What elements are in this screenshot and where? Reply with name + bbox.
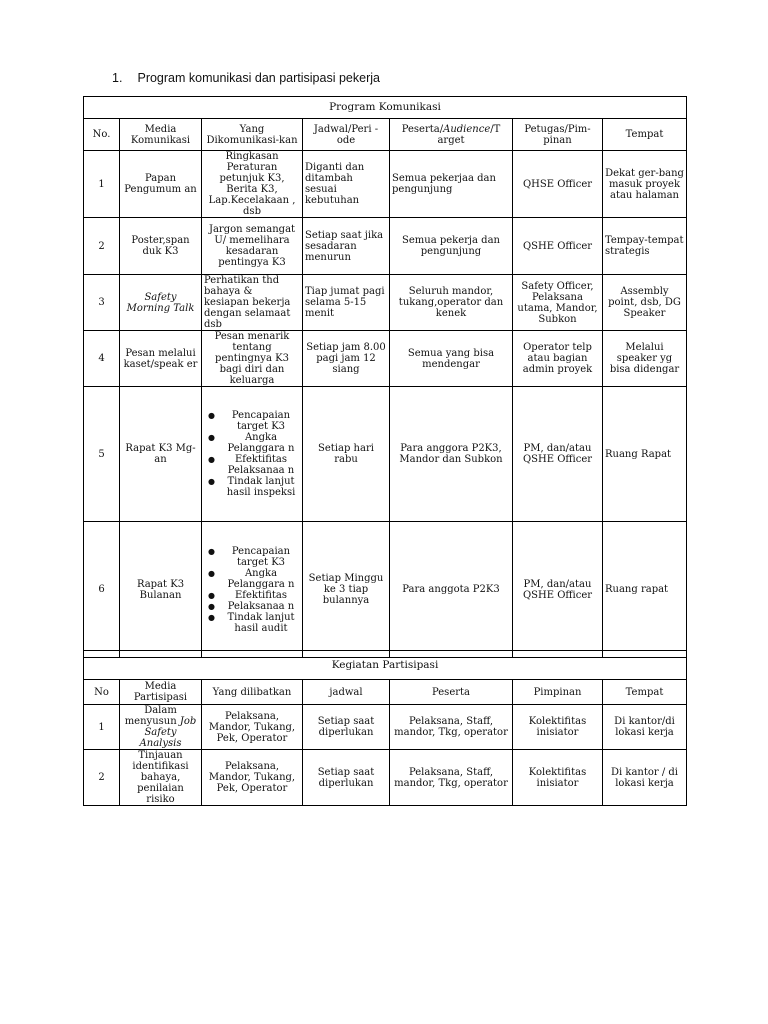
table-row: [84, 705, 687, 750]
header-tempat: Tempat: [603, 680, 687, 705]
row-no: 1: [84, 705, 120, 750]
table-row: [84, 331, 687, 387]
row-yang: Ringkasan Peraturan petunjuk K3, Berita K3, Lap.Kecelakaan , dsb: [202, 151, 303, 218]
row-media: Rapat K3 Mg-an: [120, 387, 202, 522]
row-yang: Jargon semangat U/ memelihara kesadaran pentingya K3: [202, 218, 303, 275]
row-tempat: Assembly point, dsb, DG Speaker: [603, 275, 687, 331]
row-yang: Pesan menarik tentang pentingnya K3 bagi diri dan keluarga: [202, 331, 303, 387]
row-peserta: Semua pekerja dan pengunjung: [390, 218, 513, 275]
row-peserta: Para anggota P2K3: [390, 522, 513, 658]
section-number: 1.: [112, 71, 123, 85]
row-pimpinan: Kolektifitas inisiator: [513, 705, 603, 750]
row-media: Papan Pengumum an: [120, 151, 202, 218]
row-peserta: Semua yang bisa mendengar: [390, 331, 513, 387]
table-header-row: [84, 119, 687, 151]
row-petugas: PM, dan/atau QSHE Officer: [513, 387, 603, 522]
row-media: Dalam menyusun Job Safety Analysis: [120, 705, 202, 750]
section-heading: [112, 71, 380, 85]
header-no: No: [84, 680, 120, 705]
list-item: ● Pelaksanaa n: [208, 601, 300, 612]
row-peserta: Pelaksana, Staff, mandor, Tkg, operator: [390, 705, 513, 750]
row-petugas: PM, dan/atau QSHE Officer: [513, 522, 603, 658]
header-media: Media Partisipasi: [120, 680, 202, 705]
row-tempat: Di kantor/di lokasi kerja: [603, 705, 687, 750]
row-jadwal: Diganti dan ditambah sesuai kebutuhan: [303, 151, 390, 218]
list-item: ● Angka Pelanggara n: [208, 432, 300, 454]
row-jadwal: Tiap jumat pagi selama 5-15 menit: [303, 275, 390, 331]
row-tempat: Tempay-tempat strategis: [603, 218, 687, 275]
list-item: ● Pencapaian target K3: [208, 546, 300, 568]
table-title: Program Komunikasi: [84, 97, 687, 119]
table-row: [84, 522, 687, 658]
list-item: ● Pencapaian target K3: [208, 410, 300, 432]
row-tempat: Ruang Rapat: [603, 387, 687, 522]
row-tempat: Dekat ger-bang masuk proyek atau halaman: [603, 151, 687, 218]
row-yang-list: [202, 522, 303, 658]
header-peserta: Peserta/Audience/T arget: [390, 119, 513, 151]
row-media: Pesan melalui kaset/speak er: [120, 331, 202, 387]
row-media: Rapat K3 Bulanan: [120, 522, 202, 658]
row-yang: Pelaksana, Mandor, Tukang, Pek, Operator: [202, 750, 303, 806]
row-no: 2: [84, 750, 120, 806]
row-yang: Pelaksana, Mandor, Tukang, Pek, Operator: [202, 705, 303, 750]
row-pimpinan: Kolektifitas inisiator: [513, 750, 603, 806]
header-yang: Yang Dikomunikasi-kan: [202, 119, 303, 151]
row-petugas: QHSE Officer: [513, 151, 603, 218]
row-yang: Perhatikan thd bahaya & kesiapan bekerja dengan selamaat dsb: [202, 275, 303, 331]
table-header-row: [84, 680, 687, 705]
row-petugas: Safety Officer, Pelaksana utama, Mandor, Subkon: [513, 275, 603, 331]
row-jadwal: Setiap Minggu ke 3 tiap bulannya: [303, 522, 390, 658]
list-item: ● Efektifitas Pelaksanaa n: [208, 454, 300, 476]
header-media: Media Komunikasi: [120, 119, 202, 151]
row-media: Safety Morning Talk: [120, 275, 202, 331]
row-no: 1: [84, 151, 120, 218]
row-peserta: Semua pekerjaa dan pengunjung: [390, 151, 513, 218]
row-tempat: Ruang rapat: [603, 522, 687, 658]
header-jadwal: Jadwal/Peri -ode: [303, 119, 390, 151]
list-item: ● Tindak lanjut hasil audit: [208, 612, 300, 634]
row-yang-list: [202, 387, 303, 522]
row-tempat: Melalui speaker yg bisa didengar: [603, 331, 687, 387]
header-peserta: Peserta: [390, 680, 513, 705]
communication-program-table: [83, 96, 687, 658]
row-petugas: Operator telp atau bagian admin proyek: [513, 331, 603, 387]
row-jadwal: Setiap saat jika sesadaran menurun: [303, 218, 390, 275]
header-jadwal: jadwal: [303, 680, 390, 705]
row-no: 3: [84, 275, 120, 331]
row-jadwal: Setiap saat diperlukan: [303, 705, 390, 750]
row-peserta: Seluruh mandor, tukang,operator dan kenek: [390, 275, 513, 331]
section-title: Program komunikasi dan partisipasi pekerja: [137, 71, 380, 85]
table-row: [84, 750, 687, 806]
list-item: ● Efektifitas: [208, 590, 300, 601]
participation-activity-table: [83, 650, 687, 806]
list-item: ● Angka Pelanggara n: [208, 568, 300, 590]
row-petugas: QSHE Officer: [513, 218, 603, 275]
row-jadwal: Setiap hari rabu: [303, 387, 390, 522]
header-petugas: Petugas/Pim-pinan: [513, 119, 603, 151]
row-jadwal: Setiap jam 8.00 pagi jam 12 siang: [303, 331, 390, 387]
table-title: Kegiatan Partisipasi: [84, 651, 687, 680]
row-no: 2: [84, 218, 120, 275]
header-tempat: Tempat: [603, 119, 687, 151]
row-no: 4: [84, 331, 120, 387]
row-no: 6: [84, 522, 120, 658]
table-row: [84, 387, 687, 522]
header-pimpinan: Pimpinan: [513, 680, 603, 705]
table-row: [84, 218, 687, 275]
table-title-row: [84, 651, 687, 680]
row-media: Tinjauan identifikasi bahaya, penilaian risiko: [120, 750, 202, 806]
header-yang: Yang dilibatkan: [202, 680, 303, 705]
row-peserta: Pelaksana, Staff, mandor, Tkg, operator: [390, 750, 513, 806]
row-peserta: Para anggora P2K3, Mandor dan Subkon: [390, 387, 513, 522]
table-row: [84, 151, 687, 218]
row-no: 5: [84, 387, 120, 522]
row-jadwal: Setiap saat diperlukan: [303, 750, 390, 806]
list-item: ● Tindak lanjut hasil inspeksi: [208, 476, 300, 498]
row-tempat: Di kantor / di lokasi kerja: [603, 750, 687, 806]
row-media: Poster,span duk K3: [120, 218, 202, 275]
header-no: No.: [84, 119, 120, 151]
table-row: [84, 275, 687, 331]
table-title-row: [84, 97, 687, 119]
